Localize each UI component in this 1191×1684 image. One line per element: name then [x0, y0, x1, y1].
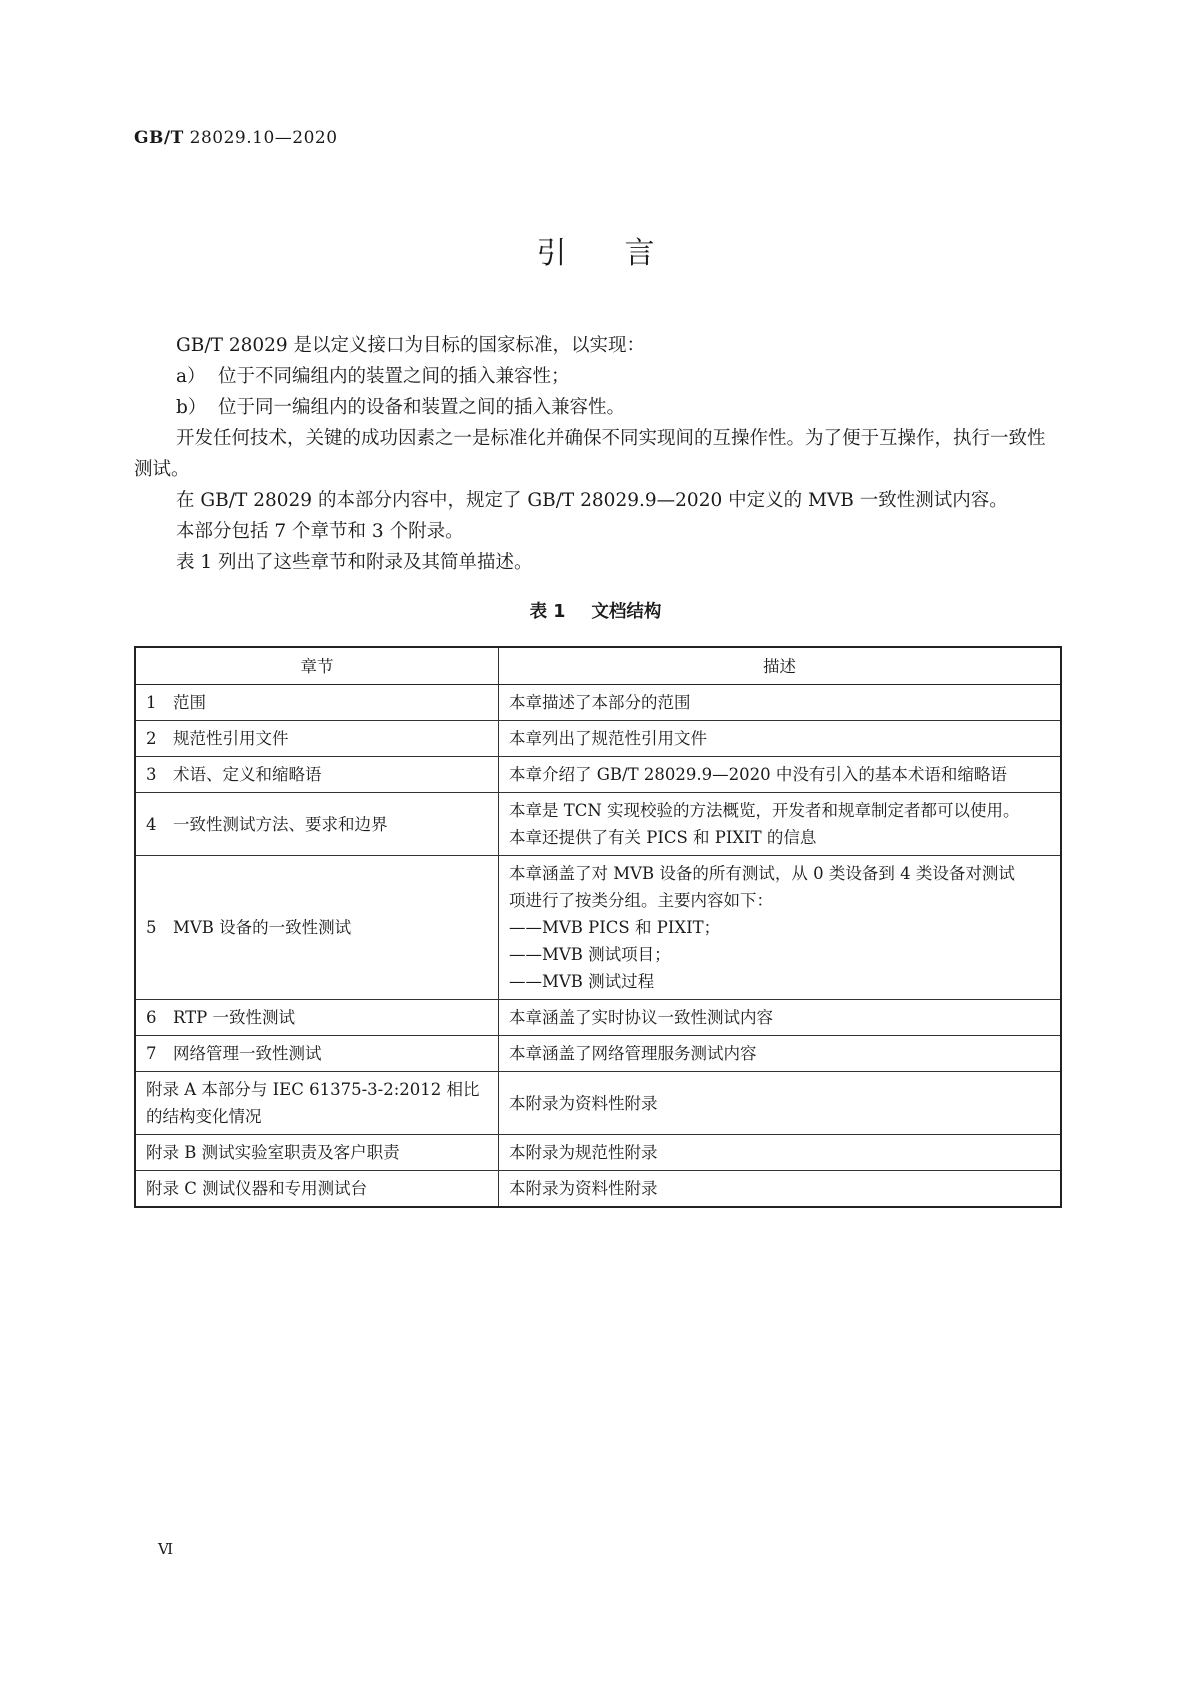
chapter-title: 网络管理一致性测试	[173, 1044, 322, 1063]
document-header	[134, 128, 338, 148]
chapter-number: 1	[146, 693, 157, 712]
chapter-cell	[135, 1072, 499, 1135]
table-caption-title: 文档结构	[591, 602, 662, 622]
header-chapter: 章节	[135, 647, 499, 685]
table-row	[135, 1171, 1061, 1208]
table-row	[135, 1072, 1061, 1135]
table-row	[135, 856, 1061, 1000]
description-line: 本章描述了本部分的范围	[509, 693, 691, 712]
header-description: 描述	[499, 647, 1062, 685]
paragraph-1: GB/T 28029 是以定义接口为目标的国家标准，以实现：	[176, 335, 646, 356]
paragraph-2: 开发任何技术，关键的成功因素之一是标准化并确保不同实现间的互操作性。为了便于互操作，执行一致性测试。	[134, 428, 1046, 480]
chapter-cell	[135, 856, 499, 1000]
chapter-title: 术语、定义和缩略语	[173, 765, 322, 784]
table-row	[135, 793, 1061, 856]
table-caption-number: 表 1	[529, 602, 566, 622]
table-caption	[0, 598, 1191, 623]
description-line: 本章是 TCN 实现校验的方法概览，开发者和规章制定者都可以使用。	[509, 801, 1020, 820]
introduction-body	[134, 330, 1062, 578]
description-cell	[499, 721, 1062, 757]
description-line: 本章涵盖了实时协议一致性测试内容	[509, 1008, 773, 1027]
list-item-b-label: b）	[176, 397, 207, 418]
table-row	[135, 1000, 1061, 1036]
description-line: 本附录为资料性附录	[509, 1179, 658, 1198]
paragraph-4: 本部分包括 7 个章节和 3 个附录。	[176, 521, 464, 542]
chapter-title: RTP 一致性测试	[173, 1008, 295, 1027]
description-line: 本章介绍了 GB/T 28029.9—2020 中没有引入的基本术语和缩略语	[509, 765, 1007, 784]
table-row	[135, 721, 1061, 757]
chapter-number: 7	[146, 1044, 157, 1063]
description-cell	[499, 757, 1062, 793]
description-cell	[499, 1036, 1062, 1072]
description-line: 本章涵盖了网络管理服务测试内容	[509, 1044, 757, 1063]
description-line: ——MVB PICS 和 PIXIT；	[509, 918, 721, 937]
chapter-title: 附录 B 测试实验室职责及客户职责	[146, 1143, 400, 1162]
description-line: 项进行了按类分组。主要内容如下：	[509, 891, 773, 910]
paragraph-3: 在 GB/T 28029 的本部分内容中，规定了 GB/T 28029.9—2020 中定义的 MVB 一致性测试内容。	[176, 490, 1008, 511]
chapter-number: 4	[146, 814, 157, 834]
description-line: 本附录为规范性附录	[509, 1143, 658, 1162]
table-body	[135, 685, 1061, 1208]
list-item-a	[134, 361, 1062, 392]
chapter-cell	[135, 1036, 499, 1072]
document-structure-table	[134, 646, 1062, 1208]
chapter-number: 3	[146, 765, 157, 784]
list-item-a-text: 位于不同编组内的装置之间的插入兼容性；	[218, 366, 570, 387]
chapter-cell	[135, 721, 499, 757]
description-line: 本章列出了规范性引用文件	[509, 729, 707, 748]
standard-prefix: GB/T	[134, 128, 184, 148]
description-line: 本章涵盖了对 MVB 设备的所有测试，从 0 类设备到 4 类设备对测试	[509, 864, 1015, 883]
list-item-a-label: a）	[176, 366, 206, 387]
description-line: 本附录为资料性附录	[509, 1093, 658, 1113]
table-row	[135, 757, 1061, 793]
description-cell	[499, 1072, 1062, 1135]
description-cell	[499, 856, 1062, 1000]
list-item-b-text: 位于同一编组内的设备和装置之间的插入兼容性。	[218, 397, 626, 418]
chapter-cell	[135, 1171, 499, 1208]
chapter-cell	[135, 757, 499, 793]
chapter-number: 2	[146, 729, 157, 748]
page-number: Ⅵ	[158, 1540, 174, 1558]
table-row	[135, 685, 1061, 721]
chapter-number: 5	[146, 918, 157, 937]
chapter-cell	[135, 793, 499, 856]
chapter-title: 规范性引用文件	[173, 729, 289, 748]
description-cell	[499, 793, 1062, 856]
chapter-title: 附录 C 测试仪器和专用测试台	[146, 1179, 368, 1198]
chapter-cell	[135, 685, 499, 721]
chapter-cell	[135, 1135, 499, 1171]
description-line: 本章还提供了有关 PICS 和 PIXIT 的信息	[509, 828, 817, 847]
table-row	[135, 1135, 1061, 1171]
chapter-cell	[135, 1000, 499, 1036]
table-header-row	[135, 647, 1061, 685]
description-line: ——MVB 测试过程	[509, 972, 655, 991]
chapter-title: 附录 A 本部分与 IEC 61375-3-2:2012 相比的结构变化情况	[146, 1080, 480, 1126]
chapter-title: 范围	[173, 693, 206, 712]
chapter-number: 6	[146, 1008, 157, 1027]
standard-number: 28029.10—2020	[189, 128, 338, 148]
description-cell	[499, 1135, 1062, 1171]
description-cell	[499, 685, 1062, 721]
table-row	[135, 1036, 1061, 1072]
chapter-title: MVB 设备的一致性测试	[173, 918, 352, 937]
description-cell	[499, 1171, 1062, 1208]
description-line: ——MVB 测试项目；	[509, 945, 671, 964]
description-cell	[499, 1000, 1062, 1036]
list-item-b	[134, 392, 1062, 423]
paragraph-5: 表 1 列出了这些章节和附录及其简单描述。	[176, 552, 533, 573]
chapter-title: 一致性测试方法、要求和边界	[173, 814, 388, 834]
page-title: 引言	[536, 236, 713, 271]
